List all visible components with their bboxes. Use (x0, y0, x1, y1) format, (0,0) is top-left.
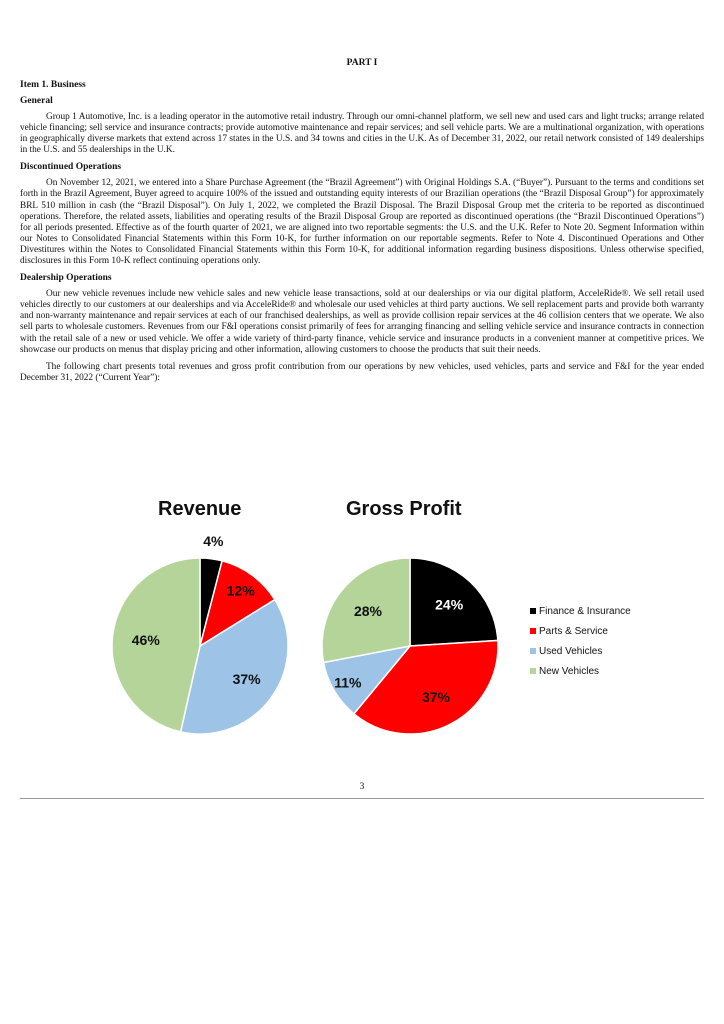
revenue-chart-title: Revenue (158, 498, 242, 520)
section-heading-discontinued: Discontinued Operations (20, 162, 122, 173)
section-heading-general: General (20, 96, 53, 106)
discontinued-paragraph: On November 12, 2021, we entered into a Share Purchase Agreement (the “Brazil Agreement”) with Original Holdings S.A. (“Buyer”). Pursuant to the terms and conditions set forth in the Brazil Agreement, Buyer agreed to acquire 100% of the issued and outstanding equity interests of our Brazilian operations (the “Brazil Disposal Group”) for approximately BRL 510 million in cash (the “Brazil Disposal”). On July 1, 2022, we completed the Brazil Disposal. The Brazil Disposal Group met the criteria to be reported as discontinued operations. Therefore, the related assets, liabilities and operating results of the Brazil Disposal Group are reported as discontinued operations (the “Brazil Discontinued Operations”) for all periods presented. Effective as of the fourth quarter of 2021, we are aligned into two reportable segments: the U.S. and the U.K. Refer to Note 20. Segment Information within our Notes to Consolidated Financial Statements within this Form 10-K, for further information on our reportable segments. Refer to Note 4. Discontinued Operations and Other Divestitures within the Notes to Consolidated Financial Statements within this Form 10-K, for additional information regarding business dispositions. Unless otherwise specified, disclosures in this Form 10-K reflect continuing operations only. (20, 178, 704, 267)
part-heading: PART I (346, 58, 378, 68)
pie-data-label: 28% (353, 603, 382, 620)
pie-data-label: 4% (203, 533, 224, 550)
legend-item-used (530, 641, 631, 661)
chart-legend (530, 601, 631, 681)
gross-profit-chart-title: Gross Profit (346, 498, 462, 520)
pie-data-label: 11% (334, 674, 362, 691)
document-page (20, 58, 704, 792)
legend-label: Parts & Service (539, 625, 608, 637)
general-paragraph: Group 1 Automotive, Inc. is a leading operator in the automotive retail industry. Through our omni-channel platform, we sell new and used cars and light trucks; arrange related vehicle financing; sell service and insurance contracts; provide automotive maintenance and repair services; and sell vehicle parts. We are a multinational organization, with operations in geographically diverse markets that extend across 17 states in the U.S. and 34 towns and cities in the U.K. As of December 31, 2022, our retail network consisted of 149 dealerships in the U.S. and 55 dealerships in the U.K. (20, 112, 704, 156)
charts-area (20, 498, 704, 748)
legend-label: Used Vehicles (539, 645, 603, 657)
section-heading-dealership: Dealership Operations (20, 273, 112, 284)
page-number: 3 (359, 782, 365, 792)
item-heading: Item 1. Business (20, 80, 86, 90)
pie-data-label: 12% (226, 582, 255, 599)
legend-item-new (530, 661, 631, 681)
pie-data-label: 37% (421, 688, 450, 705)
legend-swatch (530, 648, 536, 654)
legend-swatch (530, 668, 536, 674)
pie-data-label: 24% (435, 596, 464, 613)
chart-intro-paragraph: The following chart presents total revenues and gross profit contribution from our operations by new vehicles, used vehicles, parts and service and F&I for the year ended December 31, 2022 (“Current Year”): (20, 361, 704, 383)
legend-label: Finance & Insurance (539, 605, 631, 617)
legend-item-parts (530, 621, 631, 641)
gross-profit-pie-chart (310, 526, 510, 736)
revenue-pie-chart (100, 526, 300, 736)
dealership-paragraph: Our new vehicle revenues include new vehicle sales and new vehicle lease transactions, sold at our dealerships or via our digital platform, AcceleRide®. We sell retail used vehicles directly to our customers at our dealerships and via AcceleRide® and wholesale our used vehicles at third party auctions. We sell replacement parts and provide both warranty and non-warranty maintenance and repair services at each of our franchised dealerships, as well as provide collision repair services at the 46 collision centers that we operate. We also sell parts to wholesale customers. Revenues from our F&I operations consist primarily of fees for arranging financing and selling vehicle service and insurance contracts in connection with the retail sale of a new or used vehicle. We offer a wide variety of third-party finance, vehicle service and insurance products in a convenient manner at competitive prices. We showcase our products on menus that display pricing and other information, allowing customers to choose the products that suit their needs. (20, 289, 704, 355)
legend-swatch (530, 628, 536, 634)
legend-item-finance (530, 601, 631, 621)
legend-swatch (530, 608, 536, 614)
page-footer-rule (20, 798, 704, 799)
legend-label: New Vehicles (539, 665, 600, 677)
pie-data-label: 37% (232, 671, 261, 688)
pie-data-label: 46% (131, 631, 160, 648)
